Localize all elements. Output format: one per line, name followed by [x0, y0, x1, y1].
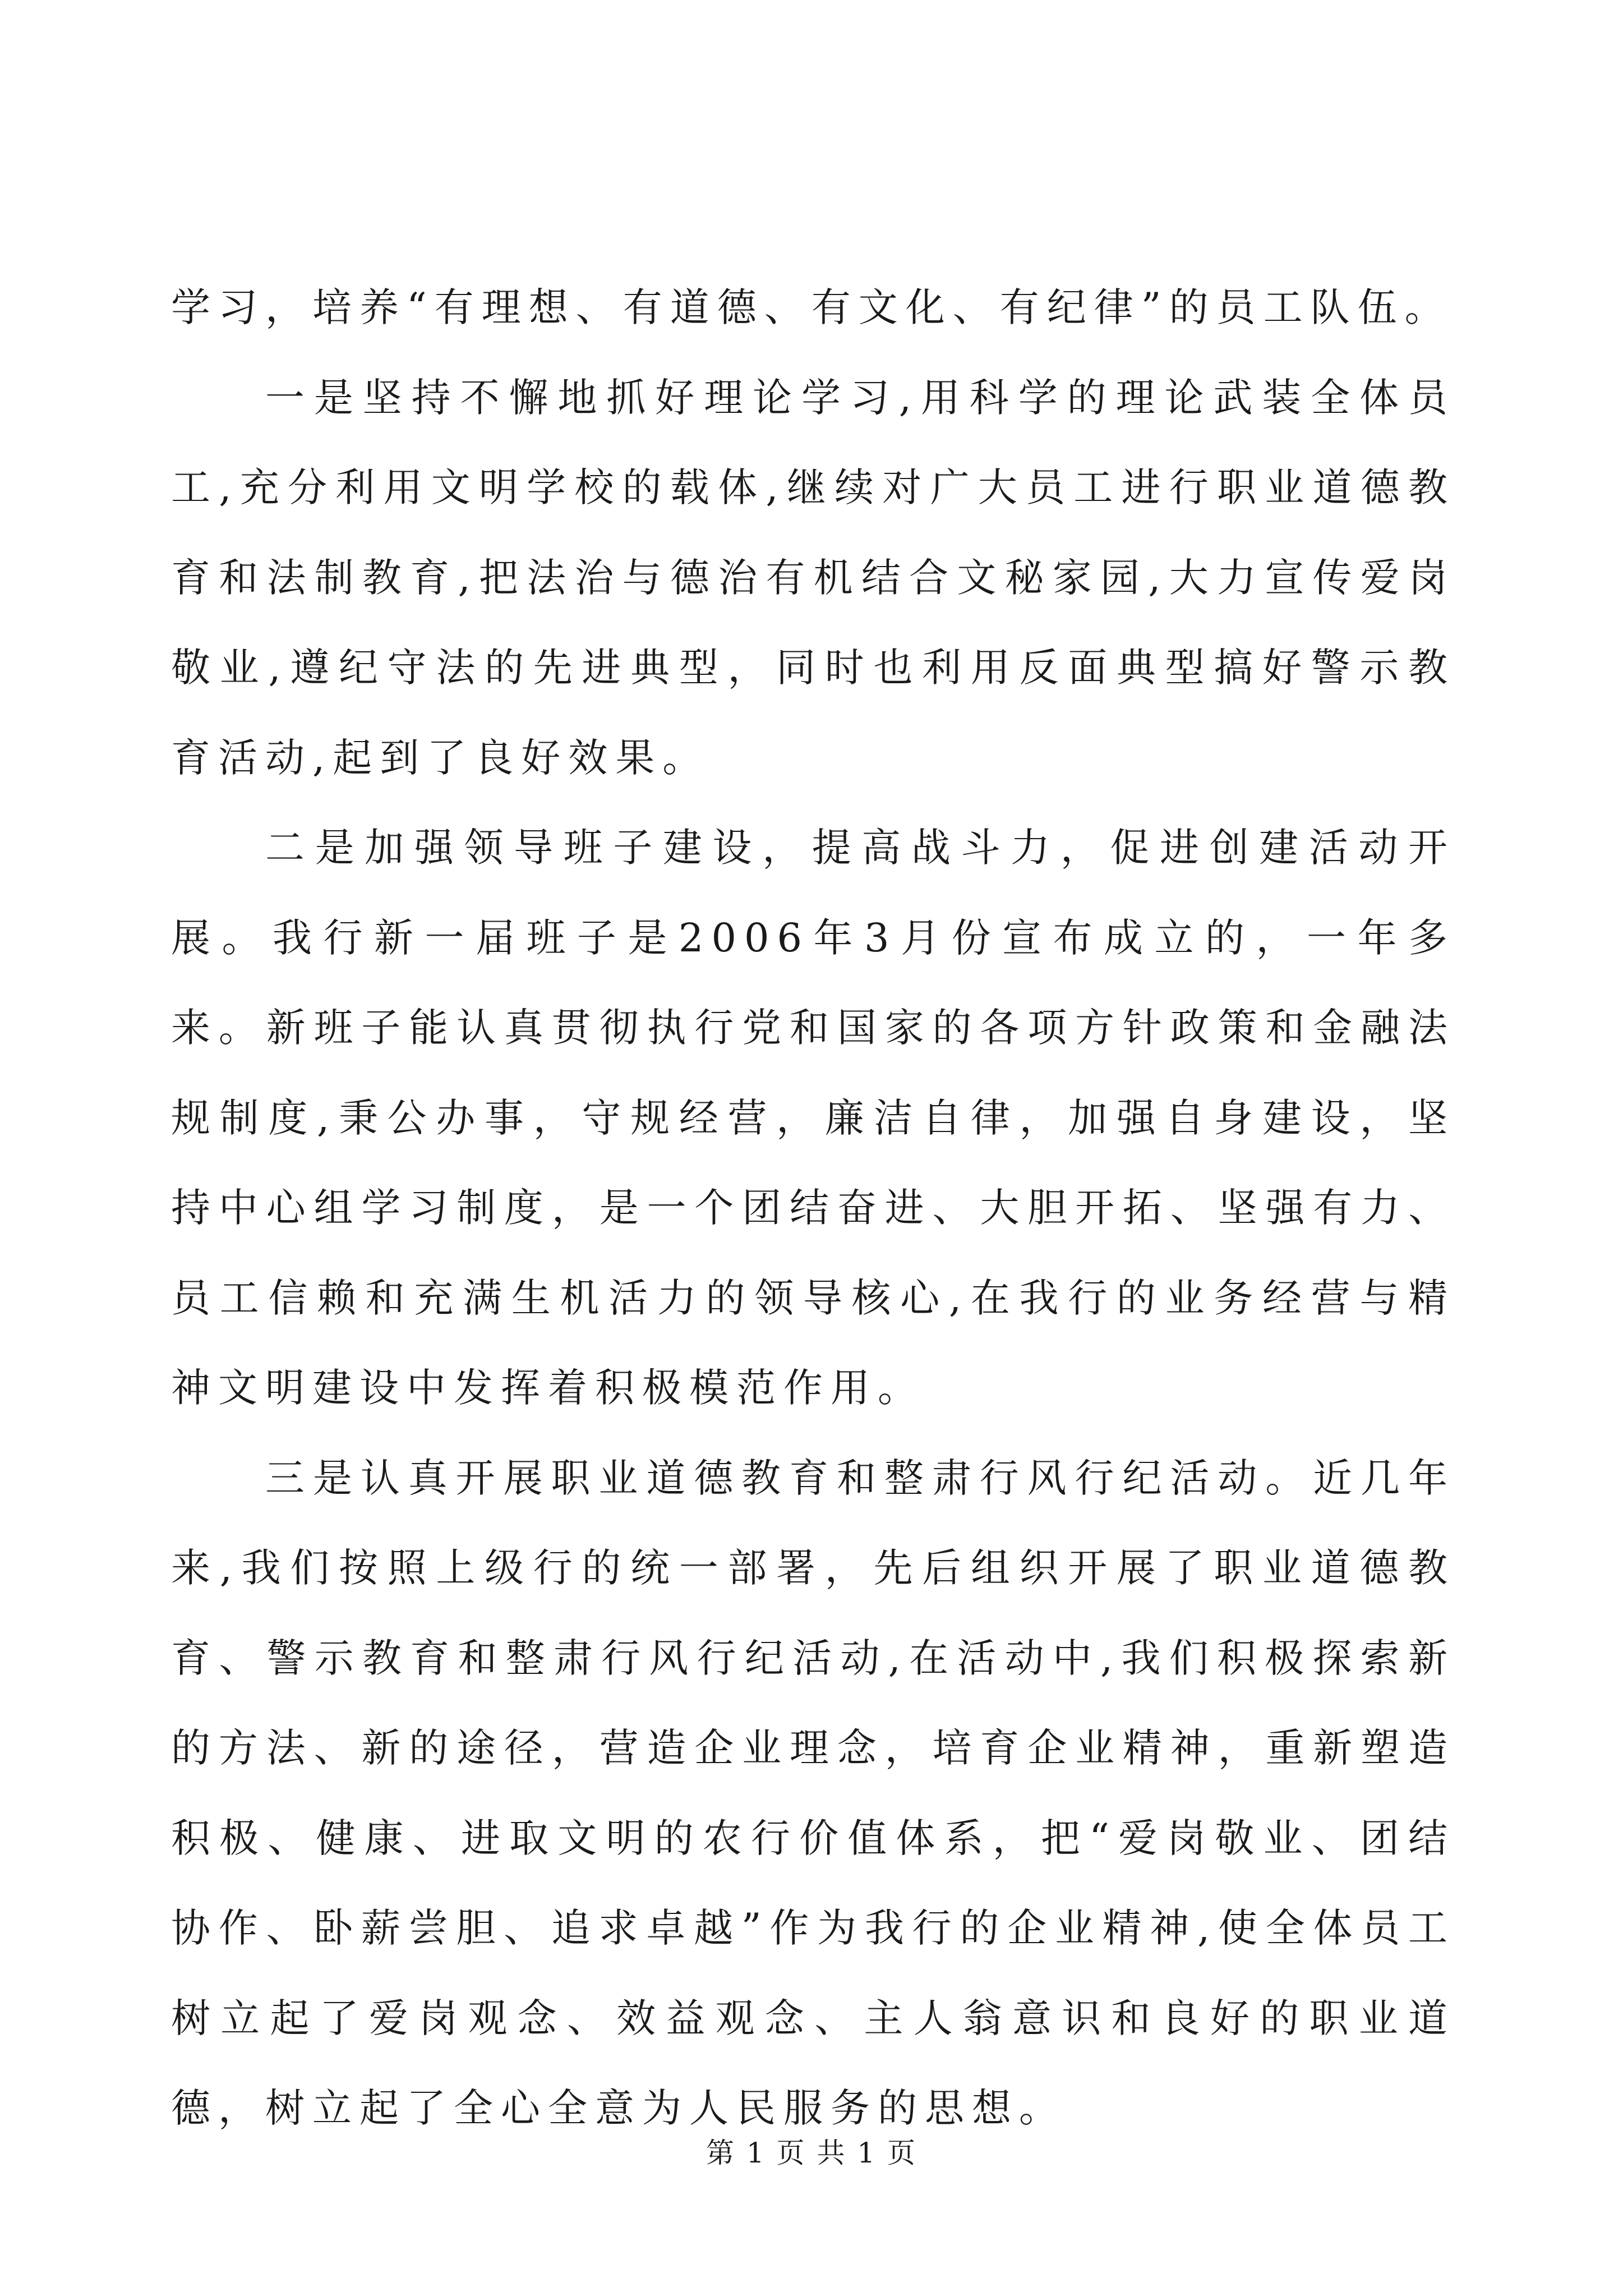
paragraph-continuation: 学习，培养“有理想、有道德、有文化、有纪律”的员工队伍。	[171, 284, 1452, 330]
paragraph-leadership: 二是加强领导班子建设，提高战斗力，促进创建活动开展。我行新一届班子是2006年3月份宣布成立的，一年多来。新班子能认真贯彻执行党和国家的各项方针政策和金融法规制度,秉公办事，守规经营，廉洁自律，加强自身建设，坚持中心组学习制度，是一个团结奋进、大胆开拓、坚强有力、员工信赖和充满生机活力的领导核心,在我行的业务经营与精神文明建设中发挥着积极模范作用。	[171, 825, 1455, 1411]
paragraph-ethics-education: 三是认真开展职业道德教育和整肃行风行纪活动。近几年来,我们按照上级行的统一部署，先后组织开展了职业道德教育、警示教育和整肃行风行纪活动,在活动中,我们积极探索新的方法、新的途径，营造企业理念，培育企业精神，重新塑造积极、健康、进取文明的农行价值体系，把“爱岗敬业、团结协作、卧薪尝胆、追求卓越”作为我行的企业精神,使全体员工树立起了爱岗观念、效益观念、主人翁意识和良好的职业道德，树立起了全心全意为人民服务的思想。	[171, 1455, 1455, 2131]
page-number-footer: 第 1 页 共 1 页	[706, 2137, 917, 2169]
document-body	[171, 263, 1455, 2154]
paragraph-theory-study: 一是坚持不懈地抓好理论学习,用科学的理论武装全体员工,充分利用文明学校的载体,继续对广大员工进行职业道德教育和法制教育,把法治与德治有机结合文秘家园,大力宣传爱岗敬业,遵纪守法的先进典型，同时也利用反面典型搞好警示教育活动,起到了良好效果。	[171, 374, 1455, 781]
